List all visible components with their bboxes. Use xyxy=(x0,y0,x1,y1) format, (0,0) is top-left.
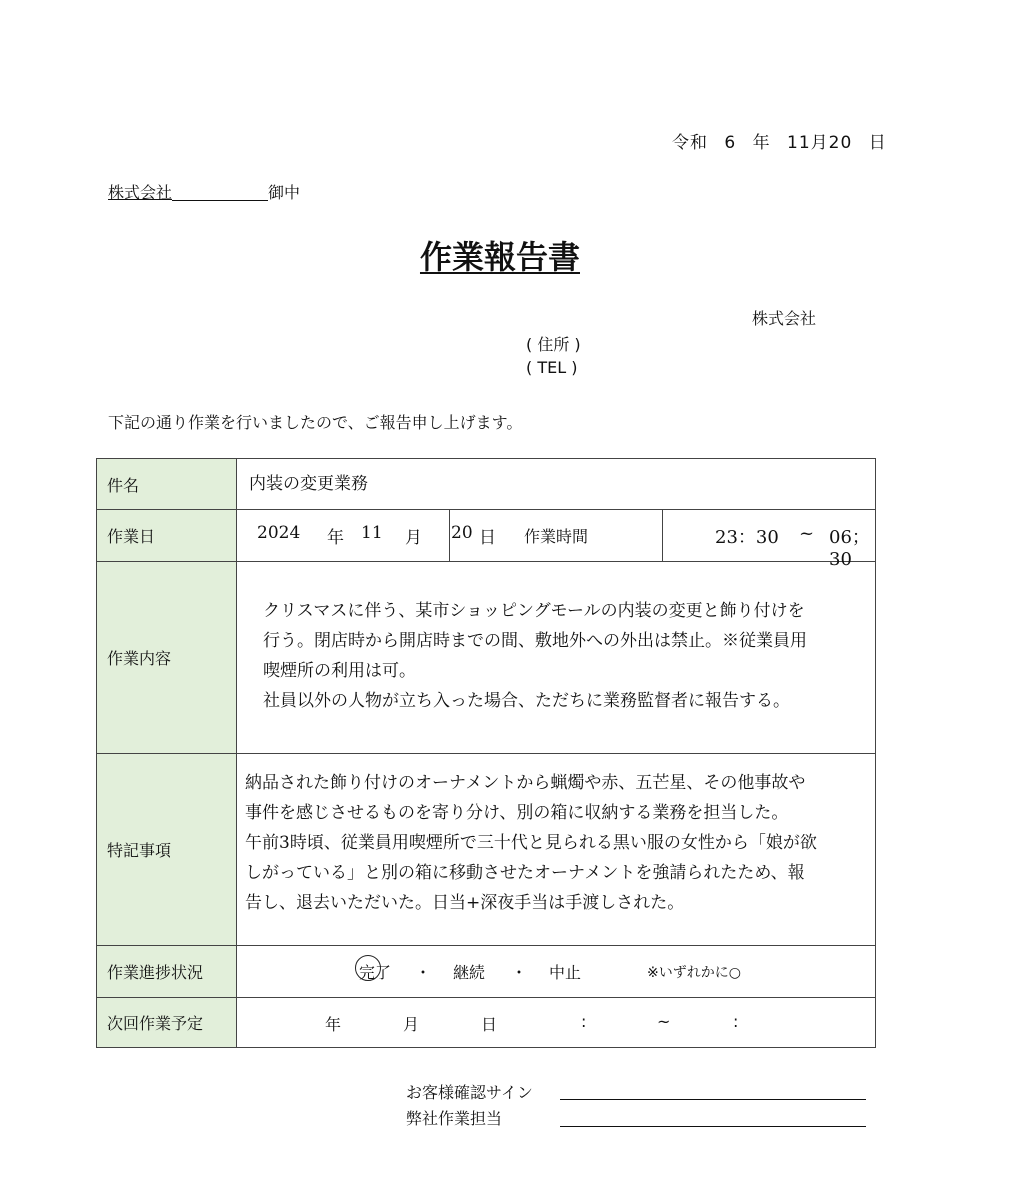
work-year-unit: 年 xyxy=(327,528,344,548)
staff-signature-line xyxy=(560,1126,866,1127)
subject-label: 件名 xyxy=(97,459,237,510)
notes-line: しがっている」と別の箱に移動させたオーナメントを強請られたため、報 xyxy=(245,863,805,883)
status-option-stop: 中止 xyxy=(549,963,582,982)
next-tilde: ~ xyxy=(657,1012,671,1031)
document-title: 作業報告書 xyxy=(419,238,580,276)
content-value xyxy=(237,562,876,754)
notes-line: 納品された飾り付けのオーナメントから蝋燭や赤、五芒星、その他事故や xyxy=(245,773,806,793)
addressee-company: 株式会社 xyxy=(108,183,173,202)
next-label: 次回作業予定 xyxy=(97,998,237,1048)
date-era: 令和 xyxy=(672,133,708,153)
workday-value xyxy=(237,510,496,562)
subject-value: 内装の変更業務 xyxy=(237,459,876,510)
status-value xyxy=(237,946,876,998)
intro-text: 下記の通り作業を行いましたので、ご報告申し上げます。 xyxy=(108,413,523,432)
status-separator: ・ xyxy=(415,963,432,982)
notes-value xyxy=(237,754,876,946)
content-row xyxy=(97,562,876,754)
addressee-blank-line xyxy=(172,184,268,201)
content-line: クリスマスに伴う、某市ショッピングモールの内装の変更と飾り付けを xyxy=(263,601,805,621)
work-year: 2024 xyxy=(257,523,301,543)
time-separator: ~ xyxy=(799,523,815,544)
addressee-suffix: 御中 xyxy=(268,183,301,202)
notes-label: 特記事項 xyxy=(97,754,237,946)
notes-line: 告し、退去いただいた。日当+深夜手当は手渡しされた。 xyxy=(245,893,685,913)
status-label: 作業進捗状況 xyxy=(97,946,237,998)
sender-company: 株式会社 xyxy=(752,309,817,328)
status-separator: ・ xyxy=(511,963,528,982)
notes-row xyxy=(97,754,876,946)
staff-label: 弊社作業担当 xyxy=(406,1109,503,1128)
next-row xyxy=(97,998,876,1048)
date-year: 6 xyxy=(724,133,737,153)
content-line: 行う。閉店時から開店時までの間、敷地外への外出は禁止。※従業員用 xyxy=(263,631,807,651)
notes-line: 事件を感じさせるものを寄り分け、別の箱に収納する業務を担当した。 xyxy=(245,803,789,823)
work-day-unit: 日 xyxy=(479,528,496,548)
addressee xyxy=(108,180,300,203)
next-month-unit: 月 xyxy=(403,1015,420,1034)
workday-row xyxy=(97,510,876,562)
content-line: 社員以外の人物が立ち入った場合、ただちに業務監督者に報告する。 xyxy=(263,691,790,711)
customer-signature-label: お客様確認サイン xyxy=(406,1083,533,1102)
document-date xyxy=(672,128,887,153)
time-start: 23：30 xyxy=(715,527,779,548)
date-day-unit: 日 xyxy=(868,133,887,153)
status-note: ※いずれかに○ xyxy=(647,965,741,981)
notes-line: 午前3時頃、従業員用喫煙所で三十代と見られる黒い服の女性から「娘が欲 xyxy=(245,833,817,853)
status-row xyxy=(97,946,876,998)
sender-tel-label: ( TEL ) xyxy=(526,358,578,377)
date-month-day: 11月20 xyxy=(787,133,853,153)
content-line: 喫煙所の利用は可。 xyxy=(263,661,416,681)
worktime-label: 作業時間 xyxy=(450,510,663,562)
date-year-unit: 年 xyxy=(752,133,771,153)
next-day-unit: 日 xyxy=(481,1015,498,1034)
work-month: 11 xyxy=(361,523,383,543)
status-option-complete: 完了 xyxy=(359,963,392,982)
content-label: 作業内容 xyxy=(97,562,237,754)
subject-row xyxy=(97,459,876,510)
report-table xyxy=(96,458,876,1048)
next-colon: : xyxy=(581,1012,587,1031)
customer-signature-line xyxy=(560,1099,866,1100)
next-value xyxy=(237,998,876,1048)
status-option-continue: 継続 xyxy=(453,963,486,982)
workday-label: 作業日 xyxy=(97,510,237,562)
time-end: 06；30 xyxy=(829,527,870,570)
worktime-value xyxy=(663,510,876,570)
sender-address-label: ( 住所 ) xyxy=(526,335,581,354)
work-month-unit: 月 xyxy=(405,528,422,548)
work-day: 20 xyxy=(451,523,473,543)
next-colon: : xyxy=(733,1012,739,1031)
next-year-unit: 年 xyxy=(325,1015,342,1034)
